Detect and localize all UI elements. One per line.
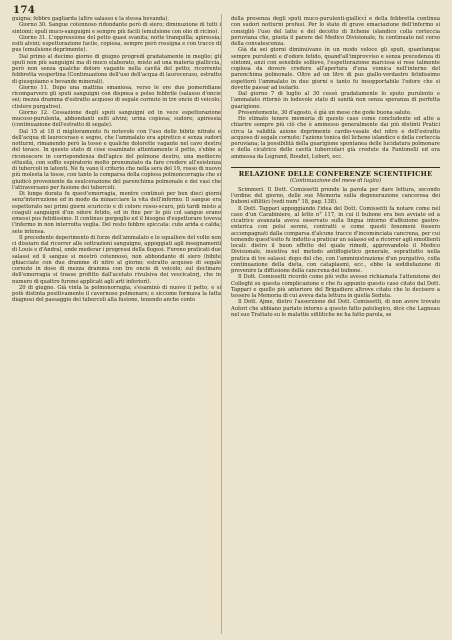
paragraph: Giorno 30. Sangue cotennoso ridondante però di siero; diminuzione di tutti i sintomi; spuli muco-sanguigni e sempre più facili (emulsione con olio di ricino). <box>12 22 221 35</box>
section-rule <box>231 167 440 168</box>
paragraph: Il Dott. Ajme, dietro l'asserzione del Dott. Comissetti, di non avere trovato Autori che abbiano parlato intorno a questo fatto patologico, dice che Lagneau nel suo Trattato su le malattie sifilitiche ne ha fatto parola, se <box>231 299 440 318</box>
section-subtitle: (Continuazione del mese di luglio) <box>289 177 382 184</box>
page-number: 174 <box>13 5 36 16</box>
paragraph: 20 di giugno. Già vinta la polmonorragia, s'esaminò di nuovo il petto, e si potè distinta positivamente il cavernoso polmonare; e siccome formava la fatta diagnosi del passaggio dei tubercoli alla fusione, tenendo anche conto <box>12 284 221 304</box>
paragraph: Giorno 11. Dopo una mattina smaniosa, verso le ore due pomeridiane ricomparvero gli sputi sanguigni con dispnea e polso febbrile (salasso d'oncie sei; mezza dramma d'estratto acquoso di segale cornuto in tre oncie di veicolo; clistere purgativo). <box>12 84 221 110</box>
paragraph: Il Dott. Tappari appoggiando l'idea del Dott. Comissetti fa notare come nel caso d'un Carabiniere, al letto n° 117, in cui il bubone era ben avviato ed a cicatrice avanzata aveva osservato sulla lingua intorno d'affezione gastro-enterica con polsi sereni, contratti e come questi fenomeni fossero accompagnati dalla comparsa d'alcune tracce d'incominciata cancrena, per cui temendo quest'esito fu indotto a praticar un salasso ed a ricorrer agli emollienti locali: dietro il buon effetto del quale rimedi, approvandolo il Medico Divisionale, insistiva nel metodo antiflogistico generale, soprattutto nella pratica di tre salassi: dopo del che, con l'amministrazione d'un purgativo, colla continuazione della dieta, con cataplasmi, ecc., ebbe la soddisfazione di prevenire la diffusione della cancrena del bubone. <box>231 205 440 274</box>
paragraph: Già da sei giorni diminuivano in un modo veloce gli sputi, quantunque sempre purulenti e d'odore fetido, quand'all'improvviso e senza precedenza di sintomi, anzi con sensibile sollievo, l'espettorazione marcissa si rese talmente copiosa da dovere credere all'apertura d'una vomica nell'interno del parenchima polmonale. Oltre ad un litro di pus giallo-verdastro fetidissimo espettorò l'ammalato in due giorni e tanto fu insopportabile l'odore che si dovette passar ad isolarlo. <box>231 47 440 91</box>
paragraph: Il precedente deperimento di forze dell'ammalato e lo squallore del volto non ci dissiaro dal ricorrer alle sottrazioni sanguigne, appoggiati agli insegnamenti di Louis e d'Andral, onde mederar i progressi della flogosi. Furono praticati due salassi ed il sangue si mostrò cotennoso, non abbondante di siero (bibite ghiacciate con due dramme di nitro al giorno; estratto acquoso di segale cornuto in dose di mezza dramma con tre oncie di veicolo; sul declinare dell'emorragia si trasse profitto dall'acetato rivulsiva dei vescicatorj, che in numero di quattro furono applicati agli arti inferiori). <box>12 234 221 285</box>
paragraph: Dal giorno 7 di luglio al 30 cessò gradatamente lo sputo purulento e l'ammalato ritornò in lodevole stato di sanità non senza speranza di perfetta guarigione. <box>231 91 440 110</box>
paragraph: guigna; febbre gagliarda (altre salasso e la stessa bevanda). <box>12 16 169 22</box>
spacer <box>231 160 440 164</box>
paragraph: Ho stimato tenere memoria di questo caso come concludente ed atto a chiarire sempre più ciò che è ammesso generalmente dai più distinti Pratici circa la validità azione deprimente cardio-vasale del nitro e dell'estratto acquoso di segale cornuto; l'azione tonica del lichene islandico e della corteccia peruviana; la possibilità della guarigione spontanea delle lucidatura polmonare e della cicatrice delle cavità tubercolari già credute da Fantonelli ed ora ammessa da Legrand, Boudet, Lebert, ecc. <box>231 116 440 160</box>
paragraph: Il Dott. Comissetti ricordò come più volte avesse richiamata l'attenzione dei Colleghi su questa complicazione e che fu appunto questo caso citato dal Dott. Tappari e quello più anteriore del Brigadiere altrove citato che lo decisero a tessere la Memoria di cui aveva data lettura in quella Seduta. <box>231 274 440 299</box>
paragraph: Di lunga durata fu quest'emorragia, mentre continuò per ben dieci giorni senz'interruzione ed in modo da minacciare la vita dell'infermo. Il sangue era espettorato nei primi giorni scuriccio e di colore rosso-scuro, più tardi misto a coaguli sanguigni d'un odore fetido, ed in fine per lo più col sangue erano emessi pus fetidissimo. Il continuo gorgoglio ed il bisogno d'espettorare toveva l'infermo in non interrotta veglia. Del resto febbre spiccata: cute arida e calda; sete intensa. <box>12 191 221 235</box>
left-column <box>12 16 221 304</box>
paragraph: Dal 15 al 18 il miglioramento fu notevole con l'uso delle bibite nitrate e dell'acqua di lauroceraso e segno, che l'ammalato era apiretico e senza sudori notturni, rimanendo però la tosse e qualche dolorette vagante nel cavo destro del torace. In questo stato di cose esaminato attentamente il petto, s'ebbe a riconoscere in corrispondenza dell'apice del polmone destro, una mediocre ottusità, con soffio espiratorio molto pronunziato da fare credere all'esistenza di tubercoli in latenti. Nè fu vano il criterio che nella sera del 19, rosso di nuovo più molesta la tosse, con tanto la comparsa della copiosa polmoncorragia che si giudicò proveniente da esulcerazione del parenchima polmonale e dei vasi che l'attraversano per fusione dei tubercoli. <box>12 128 221 191</box>
paragraph: Presentemente, 30 d'agosto, è già un mese che gode buona salute. <box>238 109 412 116</box>
paragraph: Dal primo al decimo giorno di giugno progredì gradatamente in meglio; gli sputi non più sanguigni ma di muco elaborato, misto ad una materia gialliccia, però non senza qualche dolore vagante nella cavità del petto; ricorrente febbretta vespertina (Continuazione dell'uso dell'acqua di lauroceraso, estratto di giusquiamo e bevande minerali). <box>12 53 221 85</box>
paragraph: Giorno 31. L'oppressione del petto quasi svanita; notte tranquilla; apiressia; esiti alvini; espettorazione facile, copiosa, sempre però rossigna e con tracce di pus (emulsione deprimente). <box>12 34 221 54</box>
paragraph: della presenza degli sputi muco-purulenti-gialliccì e della febbretta continua con sudori notturni profusi. Per lo stato di grave emaciazione dell'infermo si consigliò l'uso del latte e del decotto di lichene islandico colla corteccia peruviana che, giusta il parere del Medico Divisionale, fu continuato nel corso della convalescenza. <box>231 16 440 47</box>
section-title: RELAZIONE DELLE CONFERENZE SCIENTIFICHE <box>238 169 433 178</box>
right-column <box>231 16 440 318</box>
paragraph: Giorno 12. Cessazione degli sputi sanguigni ed in vece espettorazione mucoso-purulenta, abbondanti esiti alvini; urina copiosa; sudore; apiressia (continuazione dell'estratto di segale). <box>12 109 221 129</box>
paragraph: Scimmeri. Il Dott. Comissetti prende la parola per dare lettura, secondo l'ordine del giorno, delle sue Memoria sulla degenerazione cancerosa dei buboni sifilitici (vedi num° 18, pag. 138). <box>231 186 440 206</box>
column-divider <box>221 14 222 634</box>
